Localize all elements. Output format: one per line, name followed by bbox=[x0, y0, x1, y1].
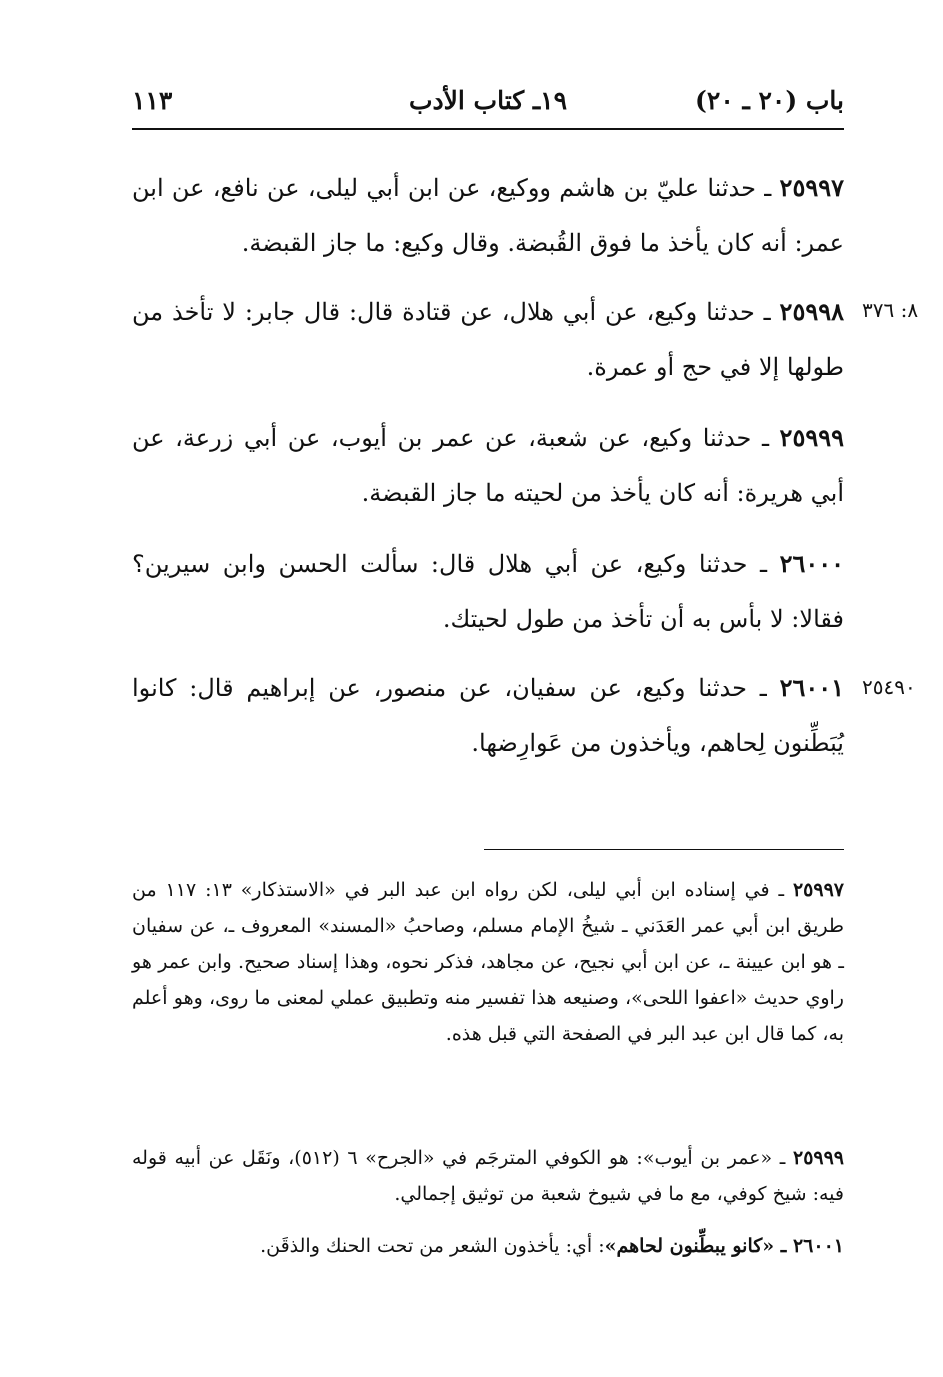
footnote-number: ٢٥٩٩٩ bbox=[792, 1147, 845, 1169]
footnote-25999 bbox=[132, 1140, 844, 1212]
hadith-25997 bbox=[132, 160, 844, 271]
header-divider bbox=[132, 128, 844, 130]
hadith-text: ـ حدثنا وكيع، عن أبي هلال، عن قتادة قال: قال جابر: لا تأخذ من طولها إلا في حج أو عمرة. bbox=[132, 298, 844, 381]
footnote-number: ٢٥٩٩٧ bbox=[792, 879, 844, 901]
hadith-25999 bbox=[132, 410, 844, 521]
hadith-text: ـ حدثنا وكيع، عن سفيان، عن منصور، عن إبراهيم قال: كانوا يُبَطِّنون لِحاهم، ويأخذون من عَوارِضها. bbox=[132, 674, 844, 757]
footnote-quote: ـ «كانو يبطِّنون لحاهم» bbox=[604, 1235, 793, 1257]
footnote-26001 bbox=[132, 1228, 844, 1264]
margin-reference: ٨: ٣٧٦ bbox=[862, 298, 919, 322]
hadith-26001 bbox=[132, 660, 844, 771]
hadith-text: ـ حدثنا وكيع، عن أبي هلال قال: سألت الحسن وابن سيرين؟ فقالا: لا بأس به أن تأخذ من طول لحيتك. bbox=[132, 550, 844, 633]
hadith-number: ٢٦٠٠١ bbox=[779, 673, 845, 702]
footnote-25997 bbox=[132, 872, 844, 1052]
book-heading: ١٩ـ كتاب الأدب bbox=[408, 86, 568, 115]
chapter-heading: باب (٢٠ ـ ٢٠) bbox=[695, 86, 844, 115]
hadith-number: ٢٥٩٩٩ bbox=[779, 423, 844, 452]
footnote-number: ٢٦٠٠١ bbox=[792, 1235, 844, 1257]
hadith-number: ٢٥٩٩٨ bbox=[779, 297, 844, 326]
footnote-text: : أي: يأخذون الشعر من تحت الحنك والذقَن. bbox=[260, 1235, 605, 1257]
hadith-25998 bbox=[132, 284, 844, 395]
margin-reference: ٢٥٤٩٠ bbox=[862, 675, 916, 699]
hadith-text: ـ حدثنا وكيع، عن شعبة، عن عمر بن أيوب، عن أبي زرعة، عن أبي هريرة: أنه كان يأخذ من لحيته ما جاز القبضة. bbox=[132, 424, 844, 507]
footnote-text: ـ «عمر بن أيوب»: هو الكوفي المترجَم في «الجرح» ٦ (٥١٢)، ونَقَل عن أبيه قوله فيه: شيخ كوفي، مع ما في شيوخ شعبة من توثيق إجمالي. bbox=[132, 1147, 844, 1205]
hadith-26000 bbox=[132, 536, 844, 647]
hadith-text: ـ حدثنا عليّ بن هاشم ووكيع، عن ابن أبي ليلى، عن نافع، عن ابن عمر: أنه كان يأخذ ما فوق القُبضة. وقال وكيع: ما جاز القبضة. bbox=[132, 174, 844, 257]
hadith-number: ٢٦٠٠٠ bbox=[779, 549, 845, 578]
footnote-divider bbox=[484, 849, 844, 850]
page-header bbox=[132, 80, 844, 126]
page-number: ١١٣ bbox=[132, 86, 173, 115]
hadith-number: ٢٥٩٩٧ bbox=[779, 173, 844, 202]
footnote-text: ـ في إسناده ابن أبي ليلى، لكن رواه ابن عبد البر في «الاستذكار» ١٣: ١١٧ من طريق ابن أبي عمر العَدَني ـ شيخُ الإمام مسلم، وصاحبُ «المسند» المعروف ـ، عن سفيان ـ هو ابن عيينة ـ، عن ابن أبي نجيح، عن مجاهد، فذكر نحوه، وهذا إسناد صحيح. وابن عمر هو راوي حديث «اعفوا اللحى»، وصنيعه هذا تفسير منه وتطبيق عملي لمعنى ما روى، وهو أعلم به، كما قال ابن عبد البر في الصفحة التي قبل هذه. bbox=[132, 879, 844, 1045]
